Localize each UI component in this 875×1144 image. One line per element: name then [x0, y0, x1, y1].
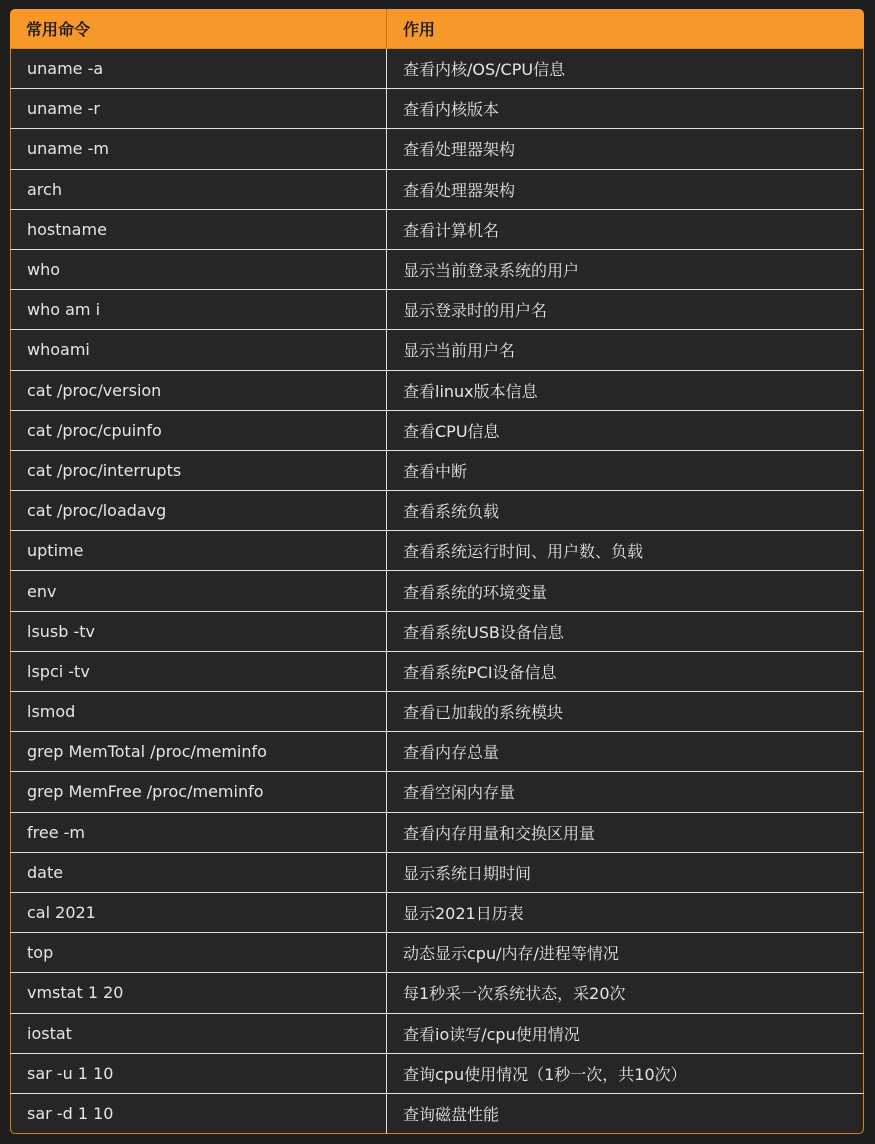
purpose-cell: 查看内核版本: [387, 89, 864, 129]
command-cell: who: [10, 250, 387, 290]
table-row: [10, 612, 864, 652]
command-cell: cat /proc/cpuinfo: [10, 411, 387, 451]
table-row: [10, 330, 864, 370]
purpose-cell: 查看系统的环境变量: [387, 571, 864, 611]
table-row: [10, 692, 864, 732]
purpose-cell: 动态显示cpu/内存/进程等情况: [387, 933, 864, 973]
command-table: [10, 9, 864, 1134]
table-row: [10, 1054, 864, 1094]
table-row: [10, 571, 864, 611]
table-row: [10, 1094, 864, 1134]
purpose-cell: 查看系统PCI设备信息: [387, 652, 864, 692]
table-row: [10, 451, 864, 491]
table-row: [10, 893, 864, 933]
command-cell: env: [10, 571, 387, 611]
table-header-row: [10, 9, 864, 49]
table-row: [10, 813, 864, 853]
command-table-container: [10, 9, 864, 1134]
purpose-cell: 显示当前登录系统的用户: [387, 250, 864, 290]
command-cell: lspci -tv: [10, 652, 387, 692]
purpose-cell: 查看内核/OS/CPU信息: [387, 49, 864, 89]
command-cell: whoami: [10, 330, 387, 370]
purpose-cell: 每1秒采一次系统状态，采20次: [387, 973, 864, 1013]
command-cell: free -m: [10, 813, 387, 853]
command-cell: hostname: [10, 210, 387, 250]
table-row: [10, 1014, 864, 1054]
table-row: [10, 290, 864, 330]
command-cell: grep MemFree /proc/meminfo: [10, 772, 387, 812]
command-cell: sar -d 1 10: [10, 1094, 387, 1134]
purpose-cell: 查看中断: [387, 451, 864, 491]
purpose-cell: 查看系统运行时间、用户数、负载: [387, 531, 864, 571]
header-purpose: 作用: [387, 9, 864, 49]
table-row: [10, 491, 864, 531]
command-cell: who am i: [10, 290, 387, 330]
command-cell: date: [10, 853, 387, 893]
purpose-cell: 查看内存用量和交换区用量: [387, 813, 864, 853]
purpose-cell: 查询cpu使用情况（1秒一次，共10次）: [387, 1054, 864, 1094]
table-row: [10, 732, 864, 772]
purpose-cell: 显示登录时的用户名: [387, 290, 864, 330]
table-row: [10, 371, 864, 411]
table-row: [10, 853, 864, 893]
command-cell: arch: [10, 170, 387, 210]
purpose-cell: 查看io读写/cpu使用情况: [387, 1014, 864, 1054]
command-cell: sar -u 1 10: [10, 1054, 387, 1094]
purpose-cell: 查看系统负载: [387, 491, 864, 531]
purpose-cell: 查看空闲内存量: [387, 772, 864, 812]
command-cell: cat /proc/interrupts: [10, 451, 387, 491]
table-row: [10, 973, 864, 1013]
table-row: [10, 411, 864, 451]
table-row: [10, 772, 864, 812]
table-body: [10, 49, 864, 1134]
command-cell: uname -a: [10, 49, 387, 89]
purpose-cell: 查看系统USB设备信息: [387, 612, 864, 652]
table-row: [10, 933, 864, 973]
purpose-cell: 查看处理器架构: [387, 129, 864, 169]
purpose-cell: 查看CPU信息: [387, 411, 864, 451]
command-cell: cat /proc/loadavg: [10, 491, 387, 531]
purpose-cell: 显示2021日历表: [387, 893, 864, 933]
purpose-cell: 查看计算机名: [387, 210, 864, 250]
command-cell: cal 2021: [10, 893, 387, 933]
table-row: [10, 531, 864, 571]
purpose-cell: 查看linux版本信息: [387, 371, 864, 411]
header-command: 常用命令: [10, 9, 387, 49]
table-row: [10, 652, 864, 692]
table-row: [10, 129, 864, 169]
purpose-cell: 查看处理器架构: [387, 170, 864, 210]
command-cell: iostat: [10, 1014, 387, 1054]
command-cell: top: [10, 933, 387, 973]
purpose-cell: 查询磁盘性能: [387, 1094, 864, 1134]
command-cell: uptime: [10, 531, 387, 571]
command-cell: lsusb -tv: [10, 612, 387, 652]
command-cell: lsmod: [10, 692, 387, 732]
command-cell: uname -r: [10, 89, 387, 129]
table-row: [10, 170, 864, 210]
command-cell: cat /proc/version: [10, 371, 387, 411]
command-cell: grep MemTotal /proc/meminfo: [10, 732, 387, 772]
table-row: [10, 210, 864, 250]
purpose-cell: 显示系统日期时间: [387, 853, 864, 893]
table-row: [10, 49, 864, 89]
command-cell: vmstat 1 20: [10, 973, 387, 1013]
purpose-cell: 查看内存总量: [387, 732, 864, 772]
command-cell: uname -m: [10, 129, 387, 169]
table-row: [10, 250, 864, 290]
purpose-cell: 显示当前用户名: [387, 330, 864, 370]
purpose-cell: 查看已加载的系统模块: [387, 692, 864, 732]
table-row: [10, 89, 864, 129]
